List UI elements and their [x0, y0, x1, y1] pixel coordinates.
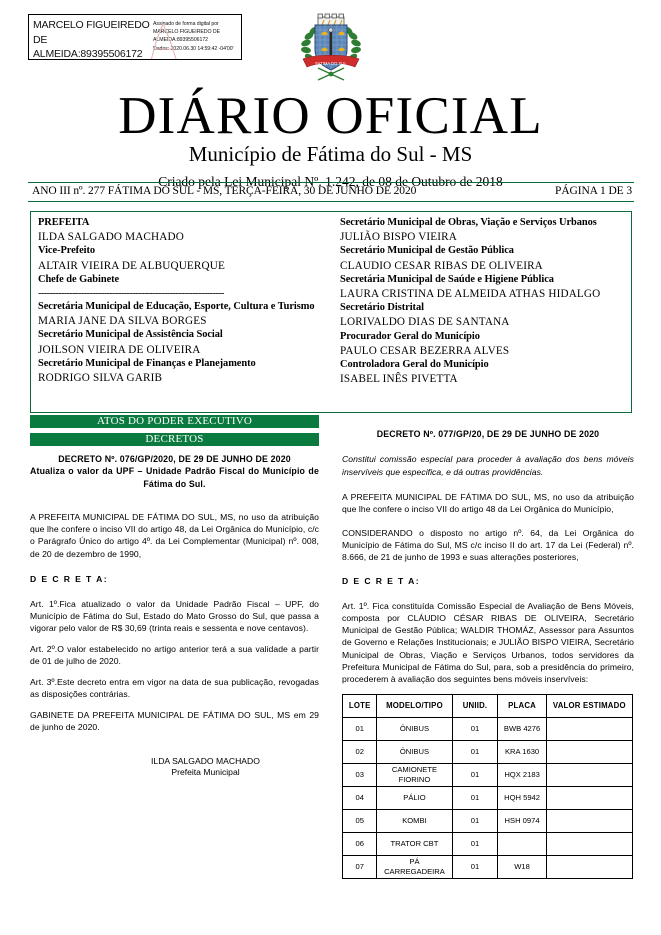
- page-title: DIÁRIO OFICIAL: [118, 87, 543, 145]
- section-banner-atos-do-poder-executivo: ATOS DO PODER EXECUTIVO: [30, 415, 319, 428]
- table-header-row: [343, 694, 633, 717]
- column-header-valor-estimado: VALOR ESTIMADO: [546, 694, 632, 717]
- decreto-077-preamble: [342, 491, 634, 515]
- signature-detail-line-4: Dados: 2020.06.30 14:59:42 -04'00': [153, 45, 234, 52]
- decreto-077-decreta-label: D E C R E T A:: [342, 576, 421, 587]
- cell-modelo: KOMBI: [377, 809, 452, 832]
- official-name: ALTAIR VIEIRA DE ALBUQUERQUE: [38, 259, 225, 272]
- digital-signature-stamp: [28, 14, 242, 60]
- cell-valor: [546, 855, 632, 878]
- cell-unid: 01: [452, 740, 498, 763]
- official-name: JULIÃO BISPO VIEIRA: [340, 231, 458, 244]
- art-1-text-b: , Secretário Municipal de Gestão Pública;: [342, 613, 635, 636]
- section-banner-decretos: DECRETOS: [30, 433, 319, 446]
- column-header-lote: LOTE: [343, 694, 377, 717]
- table-row: [343, 809, 633, 832]
- cell-valor: [546, 717, 632, 740]
- cell-modelo: PÁ CARREGADEIRA: [377, 855, 452, 878]
- official-name: ISABEL INÊS PIVETTA: [340, 373, 458, 386]
- table-row: [343, 855, 633, 878]
- page-number: PÁGINA 1 DE 3: [555, 185, 632, 197]
- cell-valor: [546, 786, 632, 809]
- table-row: [343, 763, 633, 786]
- cell-lote: 03: [343, 763, 377, 786]
- cell-lote: 06: [343, 832, 377, 855]
- decreto-076-decreta-label: D E C R E T A:: [30, 573, 109, 584]
- officials-column-left: [31, 212, 331, 412]
- column-header-modelo-tipo: MODELO/TIPO: [377, 694, 452, 717]
- decreto-076-ementa: Atualiza o valor da UPF – Unidade Padrão Fiscal do Município de Fátima do Sul.: [30, 466, 319, 489]
- decreto-077-art-1: [342, 600, 634, 685]
- commission-member-2: WALDIR THOMÁZ,: [460, 625, 537, 636]
- cell-modelo: PÁLIO: [377, 786, 452, 809]
- decreto-077-preamble-rest: no uso da atribuição que lhe confere o inciso VII do artigo 48 da Lei Orgânica do Município,: [342, 491, 634, 514]
- officials-separator: -----------------------------------------------------------------: [38, 288, 224, 300]
- column-header-placa: PLACA: [498, 694, 546, 717]
- cell-lote: 01: [343, 717, 377, 740]
- decreto-076-closing: GABINETE DA PREFEITA MUNICIPAL DE FÁTIMA DO SUL, MS em 29 de junho de 2020.: [30, 710, 319, 733]
- signature-subject-line-3: ALMEIDA:89395506172: [33, 48, 143, 60]
- signer-name: ILDA SALGADO MACHADO: [151, 755, 260, 766]
- art-1-text-d: Secretário Municipal de Obras, Viação e Serviços Urbanos, todos servidores da Prefeitura Municipal de Fátima do Sul, para, sob a presidência do primeiro, procederem à avaliação dos seguintes bens móveis inservíveis:: [342, 637, 635, 684]
- cell-unid: 01: [452, 832, 498, 855]
- issue-info: ANO III nº. 277 FÁTIMA DO SUL - MS, TERÇA-FEIRA, 30 DE JUNHO DE 2020: [32, 185, 417, 197]
- official-role: Chefe de Gabinete: [38, 273, 120, 285]
- signature-subject-line-2: DE: [33, 33, 48, 46]
- official-role: Vice-Prefeito: [38, 245, 96, 257]
- decreto-077-considerando: CONSIDERANDO o disposto no artigo nº. 64, da Lei Orgânica do Município de Fátima do Sul, MS c/c inciso II do art. 17 da Lei (Federal) nº. 8.666, de 21 de junho de 1993 e suas alterações posteriores,: [342, 527, 634, 562]
- official-role: Controladora Geral do Município: [340, 359, 489, 371]
- art-1-label: Art. 1º.: [342, 601, 370, 612]
- official-role: Secretária Municipal de Educação, Esporte, Cultura e Turismo: [38, 301, 315, 313]
- table-row: [343, 832, 633, 855]
- cell-modelo: TRATOR CBT: [377, 832, 452, 855]
- cell-unid: 01: [452, 809, 498, 832]
- cell-unid: 01: [452, 763, 498, 786]
- cell-valor: [546, 832, 632, 855]
- official-role: Secretário Municipal de Gestão Pública: [340, 245, 514, 257]
- decreto-076-preamble: A PREFEITA MUNICIPAL DE FÁTIMA DO SUL, MS, no uso da atribuição que lhe confere o inciso VII do artigo 48, da Lei Orgânica do Município, c/c o Parágrafo Único do artigo 4º. da Lei Complementar (Municipal) nº. 008, de 20 de dezembro de 1990,: [30, 512, 319, 559]
- decreto-076-art-2: Art. 2º.O valor estabelecido no artigo anterior terá a sua validade a partir de 01 de julho de 2020.: [30, 643, 319, 667]
- official-role: Secretário Municipal de Obras, Viação e Serviços Urbanos: [340, 217, 597, 228]
- cell-lote: 02: [343, 740, 377, 763]
- cell-placa: W18: [498, 855, 546, 878]
- table-row: [343, 786, 633, 809]
- table-row: [343, 740, 633, 763]
- officials-directory: [30, 211, 632, 413]
- art-1-text-a: Fica constituída Comissão Especial de Avaliação de Bens Móveis, composta por: [342, 601, 634, 624]
- table-row: [343, 717, 633, 740]
- signature-subject-line-1: MARCELO FIGUEIREDO: [33, 19, 150, 31]
- cell-placa: [498, 832, 546, 855]
- column-header-unidade: UNIID.: [452, 694, 498, 717]
- coat-of-arms-icon: [300, 12, 362, 84]
- official-role: Secretário Municipal de Assistência Social: [38, 329, 223, 341]
- column-left: [30, 453, 319, 778]
- official-name: CLAUDIO CESAR RIBAS DE OLIVEIRA: [340, 259, 543, 272]
- commission-member-1: CLÁUDIO CÉSAR RIBAS DE OLIVEIRA: [407, 613, 585, 624]
- officials-column-right: [331, 212, 631, 412]
- cell-unid: 01: [452, 855, 498, 878]
- signer-title: Prefeita Municipal: [171, 766, 240, 777]
- decreto-077-preamble-bold: A PREFEITA MUNICIPAL DE FÁTIMA DO SUL, MS,: [342, 491, 550, 502]
- official-role: Secretário Municipal de Finanças e Planejamento: [38, 357, 256, 369]
- cell-placa: HQH 5942: [498, 786, 546, 809]
- official-role: Secretária Municipal de Saúde e Higiene Pública: [340, 273, 554, 285]
- cell-valor: [546, 809, 632, 832]
- svg-text:FATIMA DO SUL: FATIMA DO SUL: [315, 61, 347, 66]
- official-name: RODRIGO SILVA GARIB: [38, 372, 163, 385]
- official-role: PREFEITA: [38, 217, 90, 228]
- official-name: JOILSON VIEIRA DE OLIVEIRA: [38, 343, 201, 356]
- signature-subject: [29, 15, 151, 60]
- signature-detail-line-2: MARCELO FIGUEIREDO DE: [153, 29, 220, 36]
- cell-placa: KRA 1630: [498, 740, 546, 763]
- issue-rulebar: [28, 182, 634, 202]
- cell-modelo: ÔNIBUS: [377, 740, 452, 763]
- official-role: Secretário Distrital: [340, 302, 424, 314]
- column-right: [342, 428, 634, 879]
- decreto-076-signature-block: [92, 756, 319, 779]
- cell-unid: 01: [452, 717, 498, 740]
- cell-placa: HQX 2183: [498, 763, 546, 786]
- cell-valor: [546, 740, 632, 763]
- official-name: LAURA CRISTINA DE ALMEIDA ATHAS HIDALGO: [340, 288, 601, 301]
- masthead: [0, 88, 661, 191]
- official-role: Procurador Geral do Município: [340, 330, 480, 342]
- rulebar-bottom-divider: [28, 201, 634, 202]
- cell-unid: 01: [452, 786, 498, 809]
- decreto-076-art-1: Art. 1º.Fica atualizado o valor da Unidade Padrão Fiscal – UPF, do Município de Fátima do Sul, Estado do Mato Grosso do Sul, que passa a vigorar pelo valor de R$ 30,69 (trinta reais e sessenta e nove centavos).: [30, 598, 319, 633]
- masthead-subtitle: Município de Fátima do Sul - MS: [188, 142, 473, 166]
- decreto-077-ementa: Constitui comissão especial para proceder à avaliação dos bens móveis inservíveis que especifica, e dá outras providências.: [342, 454, 634, 477]
- signature-details: [151, 15, 235, 53]
- cell-placa: BWB 4276: [498, 717, 546, 740]
- cell-placa: HSH 0974: [498, 809, 546, 832]
- cell-lote: 05: [343, 809, 377, 832]
- decreto-077-heading: DECRETO Nº. 077/GP/20, DE 29 DE JUNHO DE 2020: [376, 429, 600, 439]
- decreto-076-heading: DECRETO Nº. 076/GP/2020, DE 29 DE JUNHO DE 2020: [58, 454, 291, 464]
- official-name: LORIVALDO DIAS DE SANTANA: [340, 316, 510, 329]
- decreto-076-art-3: Art. 3º.Este decreto entra em vigor na data de sua publicação, revogadas as disposições contrárias.: [30, 677, 319, 700]
- cell-lote: 04: [343, 786, 377, 809]
- cell-lote: 07: [343, 855, 377, 878]
- commission-member-3: JULIÃO BISPO VIEIRA,: [498, 637, 592, 648]
- signature-detail-line-1: Assinado de forma digital por: [153, 21, 219, 27]
- masthead-law-line: Criado pela Lei Municipal Nº. 1.242, de 08 de Outubro de 2018: [158, 174, 503, 189]
- cell-valor: [546, 763, 632, 786]
- cell-modelo: CAMIONETE FIORINO: [377, 763, 452, 786]
- official-name: PAULO CESAR BEZERRA ALVES: [340, 344, 510, 357]
- official-name: ILDA SALGADO MACHADO: [38, 231, 184, 244]
- bens-moveis-table: [342, 694, 633, 879]
- signature-detail-line-3: ALMEIDA:89395506172: [153, 37, 209, 44]
- official-name: MARIA JANE DA SILVA BORGES: [38, 315, 207, 328]
- art-1-text-c: Assessor para Assuntos de Governo e Relações Institucionais; e: [342, 625, 635, 648]
- cell-modelo: ÔNIBUS: [377, 717, 452, 740]
